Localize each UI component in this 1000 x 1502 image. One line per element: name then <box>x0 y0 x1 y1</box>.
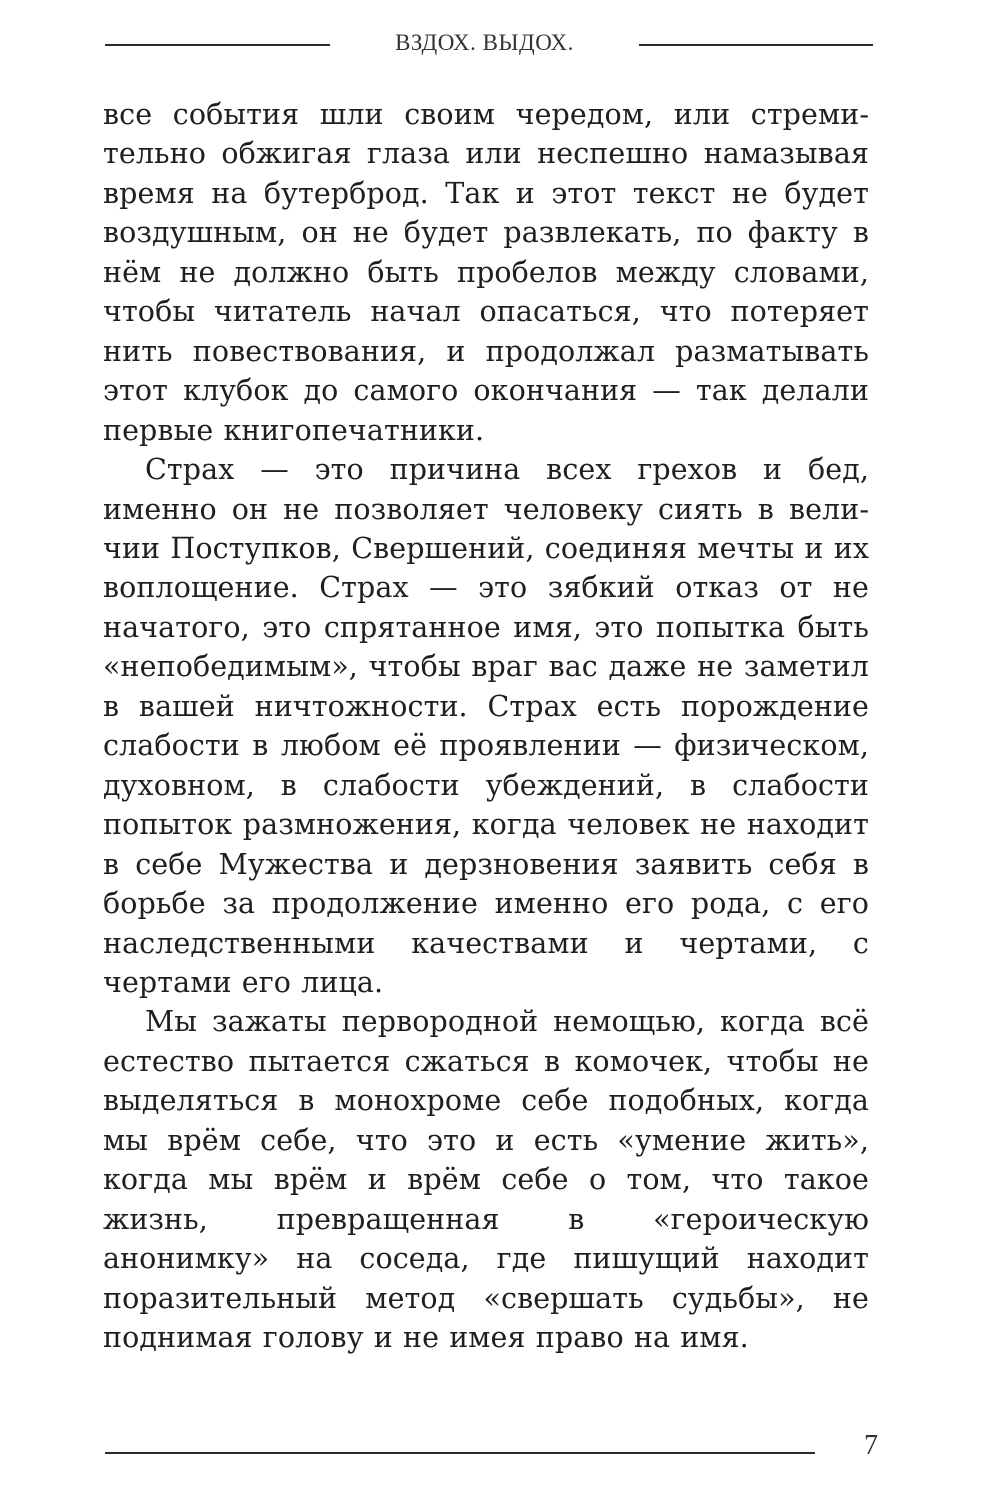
page-header <box>105 28 873 60</box>
paragraph-3: Мы зажаты первородной немощью, когда всё естество пытается сжаться в комочек, чтобы не выделяться в монохроме себе подобных, когда мы врём себе, что это и есть «умение жить», когда мы врём и врём себе о том, что такое жизнь, превращенная в «героическую анонимку» на соседа, где пишущий находит поразительный метод «свершать судьбы», не поднимая голову и не имея право на имя. <box>103 1005 869 1355</box>
page-number: 7 <box>864 1430 878 1461</box>
footer-rule <box>105 1452 815 1454</box>
running-title: ВЗДОХ. ВЫДОХ. <box>395 30 574 55</box>
body-text <box>103 95 869 1358</box>
header-rule-right <box>639 44 873 46</box>
header-rule-left <box>105 44 330 46</box>
paragraph-2: Страх — это причина всех грехов и бед, именно он не позволяет человеку сиять в величии Поступков, Свершений, соединяя мечты и их воплощение. Страх — это зябкий отказ от не начатого, это спрятанное имя, это попытка быть «непобедимым», чтобы враг вас даже не заметил в вашей ничтожности. Страх есть порождение слабости в любом её проявлении — физическом, духовном, в слабости убеждений, в слабости попыток размножения, когда человек не находит в себе Мужества и дерзновения заявить себя в борьбе за продолжение именно его рода, с его наследственными качествами и чертами, с чертами его лица. <box>103 453 869 999</box>
paragraph-1: все события шли своим чередом, или стремительно обжигая глаза или неспешно намазывая время на бутерброд. Так и этот текст не будет воздушным, он не будет развлекать, по факту в нём не должно быть пробелов между словами, чтобы читатель начал опасаться, что потеряет нить повествования, и продолжал разматывать этот клубок до самого окончания — так делали первые книгопечатники. <box>103 98 869 447</box>
